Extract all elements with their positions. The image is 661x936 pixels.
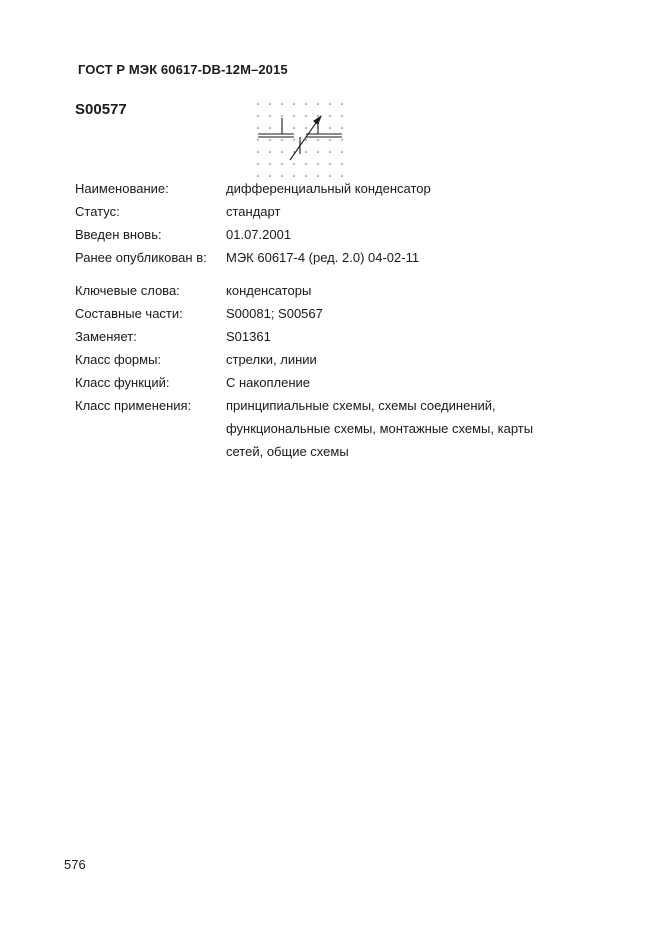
field-value: МЭК 60617-4 (ред. 2.0) 04-02-11 bbox=[226, 250, 420, 265]
field-value bbox=[226, 398, 556, 467]
differential-capacitor-symbol-icon bbox=[250, 98, 350, 178]
field-value-line: функциональные схемы, монтажные схемы, карты bbox=[226, 421, 534, 436]
field-value-line: сетей, общие схемы bbox=[226, 444, 349, 459]
field-value-line: принципиальные схемы, схемы соединений, bbox=[226, 398, 496, 413]
document-header: ГОСТ Р МЭК 60617-DB-12M–2015 bbox=[78, 62, 288, 77]
field-value: С накопление bbox=[226, 375, 310, 390]
field-value: S00081; S00567 bbox=[226, 306, 323, 321]
field-label: Составные части: bbox=[75, 306, 183, 321]
field-label: Наименование: bbox=[75, 181, 169, 196]
field-value: стрелки, линии bbox=[226, 352, 317, 367]
field-value: 01.07.2001 bbox=[226, 227, 292, 242]
field-label: Класс формы: bbox=[75, 352, 162, 367]
field-label: Ключевые слова: bbox=[75, 283, 180, 298]
field-value: конденсаторы bbox=[226, 283, 312, 298]
field-label: Заменяет: bbox=[75, 329, 137, 344]
field-value: стандарт bbox=[226, 204, 281, 219]
field-label: Статус: bbox=[75, 204, 120, 219]
field-value: S01361 bbox=[226, 329, 271, 344]
page-number: 576 bbox=[64, 857, 86, 872]
symbol-code: S00577 bbox=[75, 101, 127, 118]
field-label: Класс применения: bbox=[75, 398, 192, 413]
field-label: Ранее опубликован в: bbox=[75, 250, 207, 265]
field-value: дифференциальный конденсатор bbox=[226, 181, 431, 196]
field-label: Введен вновь: bbox=[75, 227, 162, 242]
field-label: Класс функций: bbox=[75, 375, 170, 390]
